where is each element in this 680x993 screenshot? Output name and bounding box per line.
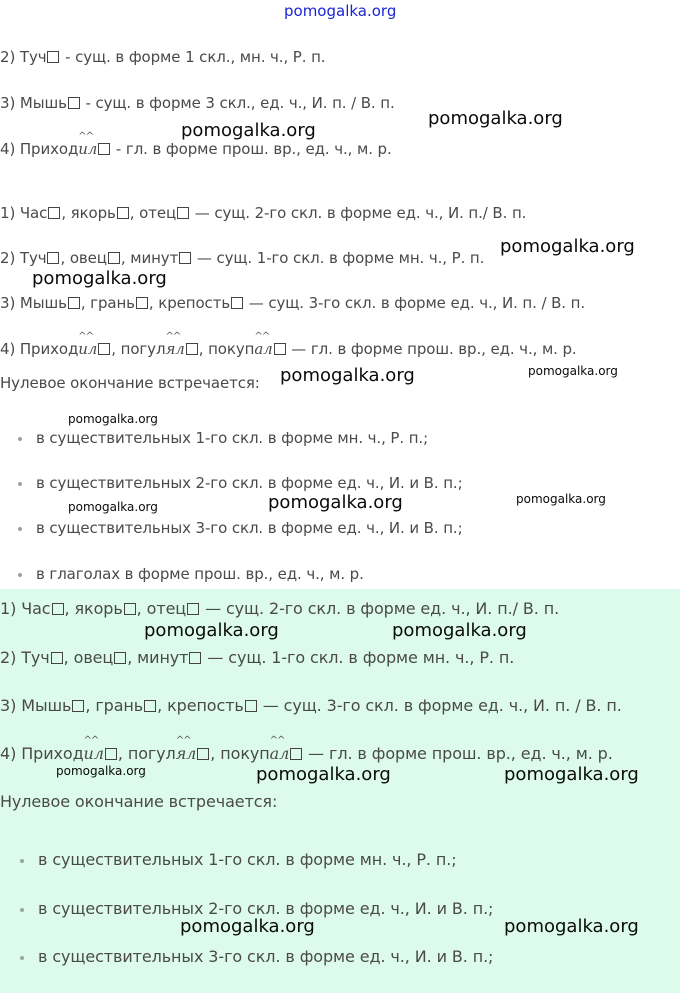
ending-box: [197, 748, 209, 760]
suffix-segment: [269, 735, 290, 763]
ending-box: [47, 252, 59, 264]
bullet-dot-icon: [18, 437, 22, 441]
watermark: pomogalka.org: [500, 236, 635, 257]
ending-box: [68, 297, 80, 309]
text-fragment: 2): [0, 249, 16, 267]
block3-bullet-3: в существительных 3-го скл. в форме ед. ч., И. и В. п.;: [38, 947, 494, 966]
watermark: pomogalka.org: [68, 412, 158, 426]
ending-box: [108, 252, 120, 264]
text-fragment: — сущ. 2-го скл. в форме ед. ч., И. п./ В. п.: [200, 599, 560, 618]
watermark: pomogalka.org: [256, 764, 391, 785]
ending-box: [231, 297, 243, 309]
text-fragment: отец: [146, 599, 187, 618]
text-fragment: грань: [90, 294, 135, 312]
text-fragment: Туч: [19, 249, 47, 267]
text-fragment: ил: [83, 744, 104, 763]
text-fragment: ,: [120, 249, 131, 267]
suffix-mark-icon: ^^: [83, 735, 99, 746]
text-fragment: ,: [63, 648, 74, 667]
text-fragment: Приход: [19, 340, 79, 358]
watermark: pomogalka.org: [144, 620, 279, 641]
ending-box: [117, 207, 129, 219]
block3-bullet-1: в существительных 1-го скл. в форме мн. ч., Р. п.;: [38, 850, 457, 869]
text-fragment: — сущ. 3-го скл. в форме ед. ч., И. п. / В. п.: [257, 696, 622, 715]
text-fragment: Приход: [19, 140, 79, 158]
watermark: pomogalka.org: [181, 120, 316, 141]
ending-box: [136, 297, 148, 309]
text-fragment: Туч: [19, 48, 47, 66]
suffix-mark-icon: ^^: [175, 735, 191, 746]
text-fragment: 1): [0, 204, 16, 222]
text-fragment: - сущ. в форме 1 скл., мн. ч., Р. п.: [60, 48, 326, 66]
watermark: pomogalka.org: [280, 365, 415, 386]
suffix-segment: [83, 735, 104, 763]
ending-box: [114, 652, 126, 664]
suffix-segment: [254, 331, 273, 358]
text-fragment: крепость: [167, 696, 244, 715]
text-fragment: - гл. в форме прош. вр., ед. ч., м. р.: [111, 140, 392, 158]
text-fragment: ал: [254, 340, 273, 358]
ending-box: [177, 207, 189, 219]
ending-box: [274, 343, 286, 355]
text-fragment: Приход: [21, 744, 84, 763]
text-fragment: ,: [127, 648, 138, 667]
text-fragment: — гл. в форме прош. вр., ед. ч., м. р.: [303, 744, 613, 763]
block3-line1: [0, 599, 559, 618]
block2-line3: [0, 294, 585, 312]
ending-box: [186, 343, 198, 355]
text-fragment: — гл. в форме прош. вр., ед. ч., м. р.: [286, 340, 577, 358]
text-fragment: овец: [73, 648, 114, 667]
ending-box: [144, 700, 156, 712]
text-fragment: 3): [0, 294, 16, 312]
text-fragment: ,: [80, 294, 91, 312]
text-fragment: Мышь: [19, 294, 67, 312]
text-fragment: — сущ. 1-го скл. в форме мн. ч., Р. п.: [202, 648, 515, 667]
bullet-dot-icon: [20, 956, 24, 960]
suffix-mark-icon: ^^: [78, 131, 94, 142]
ending-box: [48, 207, 60, 219]
block3-bullet-2: в существительных 2-го скл. в форме ед. ч., И. и В. п.;: [38, 899, 494, 918]
block2-line2: [0, 249, 484, 267]
text-fragment: покуп: [220, 744, 270, 763]
suffix-segment: [78, 131, 98, 158]
text-fragment: — сущ. 3-го скл. в форме ед. ч., И. п. / В. п.: [244, 294, 586, 312]
watermark: pomogalka.org: [528, 364, 618, 378]
text-fragment: ,: [60, 249, 70, 267]
block2-bullet-3: в существительных 3-го скл. в форме ед. ч., И. и В. п.;: [36, 519, 463, 537]
watermark: pomogalka.org: [516, 492, 606, 506]
text-fragment: 3): [0, 94, 16, 112]
text-fragment: ,: [148, 294, 159, 312]
text-fragment: ,: [210, 744, 221, 763]
text-fragment: - сущ. в форме 3 скл., ед. ч., И. п. / В. п.: [80, 94, 395, 112]
text-fragment: ,: [64, 599, 75, 618]
text-fragment: Час: [21, 599, 51, 618]
watermark: pomogalka.org: [180, 916, 315, 937]
watermark: pomogalka.org: [268, 492, 403, 513]
text-fragment: Час: [19, 204, 48, 222]
ending-box: [179, 252, 191, 264]
suffix-segment: [165, 331, 185, 358]
bullet-dot-icon: [18, 573, 22, 577]
suffix-mark-icon: ^^: [78, 331, 94, 342]
suffix-mark-icon: ^^: [254, 331, 270, 342]
text-fragment: минут: [137, 648, 189, 667]
text-fragment: ,: [136, 599, 147, 618]
block3-zero-title: Нулевое окончание встречается:: [0, 792, 278, 811]
text-fragment: крепость: [158, 294, 231, 312]
text-fragment: ,: [85, 696, 96, 715]
ending-box: [52, 603, 64, 615]
watermark: pomogalka.org: [32, 268, 167, 289]
block3-line3: [0, 696, 622, 715]
text-fragment: 4): [0, 140, 16, 158]
watermark-top: pomogalka.org: [284, 2, 397, 20]
block2-line4: [0, 331, 577, 358]
text-fragment: Мышь: [21, 696, 72, 715]
ending-box: [189, 652, 201, 664]
text-fragment: Туч: [21, 648, 50, 667]
block1-line3: [0, 94, 395, 112]
suffix-mark-icon: ^^: [269, 735, 285, 746]
text-fragment: погул: [127, 744, 176, 763]
text-fragment: ял: [175, 744, 197, 763]
text-fragment: отец: [139, 204, 177, 222]
block3-line2: [0, 648, 514, 667]
text-fragment: 4): [0, 340, 16, 358]
text-fragment: 4): [0, 744, 17, 763]
block2-bullet-2: в существительных 2-го скл. в форме ед. ч., И. и В. п.;: [36, 474, 463, 492]
text-fragment: — сущ. 2-го скл. в форме ед. ч., И. п./ В. п.: [190, 204, 527, 222]
text-fragment: ,: [111, 340, 121, 358]
block2-line1: [0, 204, 526, 222]
ending-box: [124, 603, 136, 615]
block1-line2: [0, 48, 325, 66]
ending-box: [98, 343, 110, 355]
ending-box: [98, 143, 110, 155]
text-fragment: погул: [120, 340, 166, 358]
text-fragment: 2): [0, 48, 16, 66]
block2-zero-title: Нулевое окончание встречается:: [0, 374, 260, 392]
text-fragment: ил: [78, 340, 98, 358]
text-fragment: якорь: [70, 204, 116, 222]
ending-box: [72, 700, 84, 712]
watermark: pomogalka.org: [504, 764, 639, 785]
ending-box: [105, 748, 117, 760]
ending-box: [51, 652, 63, 664]
bullet-dot-icon: [20, 908, 24, 912]
block2-bullet-1: в существительных 1-го скл. в форме мн. ч., Р. п.;: [36, 429, 429, 447]
suffix-mark-icon: ^^: [165, 331, 181, 342]
text-fragment: — сущ. 1-го скл. в форме мн. ч., Р. п.: [192, 249, 485, 267]
block1-line4: [0, 131, 392, 158]
watermark: pomogalka.org: [428, 108, 563, 129]
suffix-segment: [78, 331, 98, 358]
watermark: pomogalka.org: [56, 764, 146, 778]
text-fragment: покуп: [208, 340, 255, 358]
block2-bullet-4: в глаголах в форме прош. вр., ед. ч., м. р.: [36, 565, 364, 583]
watermark: pomogalka.org: [68, 500, 158, 514]
text-fragment: 1): [0, 599, 17, 618]
text-fragment: ,: [61, 204, 71, 222]
ending-box: [187, 603, 199, 615]
bullet-dot-icon: [20, 859, 24, 863]
text-fragment: якорь: [74, 599, 123, 618]
text-fragment: ,: [198, 340, 209, 358]
text-fragment: ,: [117, 744, 128, 763]
text-fragment: ил: [78, 140, 98, 158]
text-fragment: ,: [129, 204, 140, 222]
text-fragment: грань: [95, 696, 144, 715]
text-fragment: ял: [165, 340, 185, 358]
watermark: pomogalka.org: [392, 620, 527, 641]
ending-box: [290, 748, 302, 760]
text-fragment: 2): [0, 648, 17, 667]
suffix-segment: [175, 735, 197, 763]
text-fragment: Мышь: [19, 94, 67, 112]
text-fragment: ал: [269, 744, 290, 763]
text-fragment: 3): [0, 696, 17, 715]
text-fragment: овец: [69, 249, 107, 267]
block3-line4: [0, 735, 613, 763]
ending-box: [245, 700, 257, 712]
text-fragment: ,: [157, 696, 168, 715]
text-fragment: минут: [130, 249, 179, 267]
watermark: pomogalka.org: [504, 916, 639, 937]
bullet-dot-icon: [18, 482, 22, 486]
ending-box: [47, 51, 59, 63]
ending-box: [68, 97, 80, 109]
bullet-dot-icon: [18, 527, 22, 531]
